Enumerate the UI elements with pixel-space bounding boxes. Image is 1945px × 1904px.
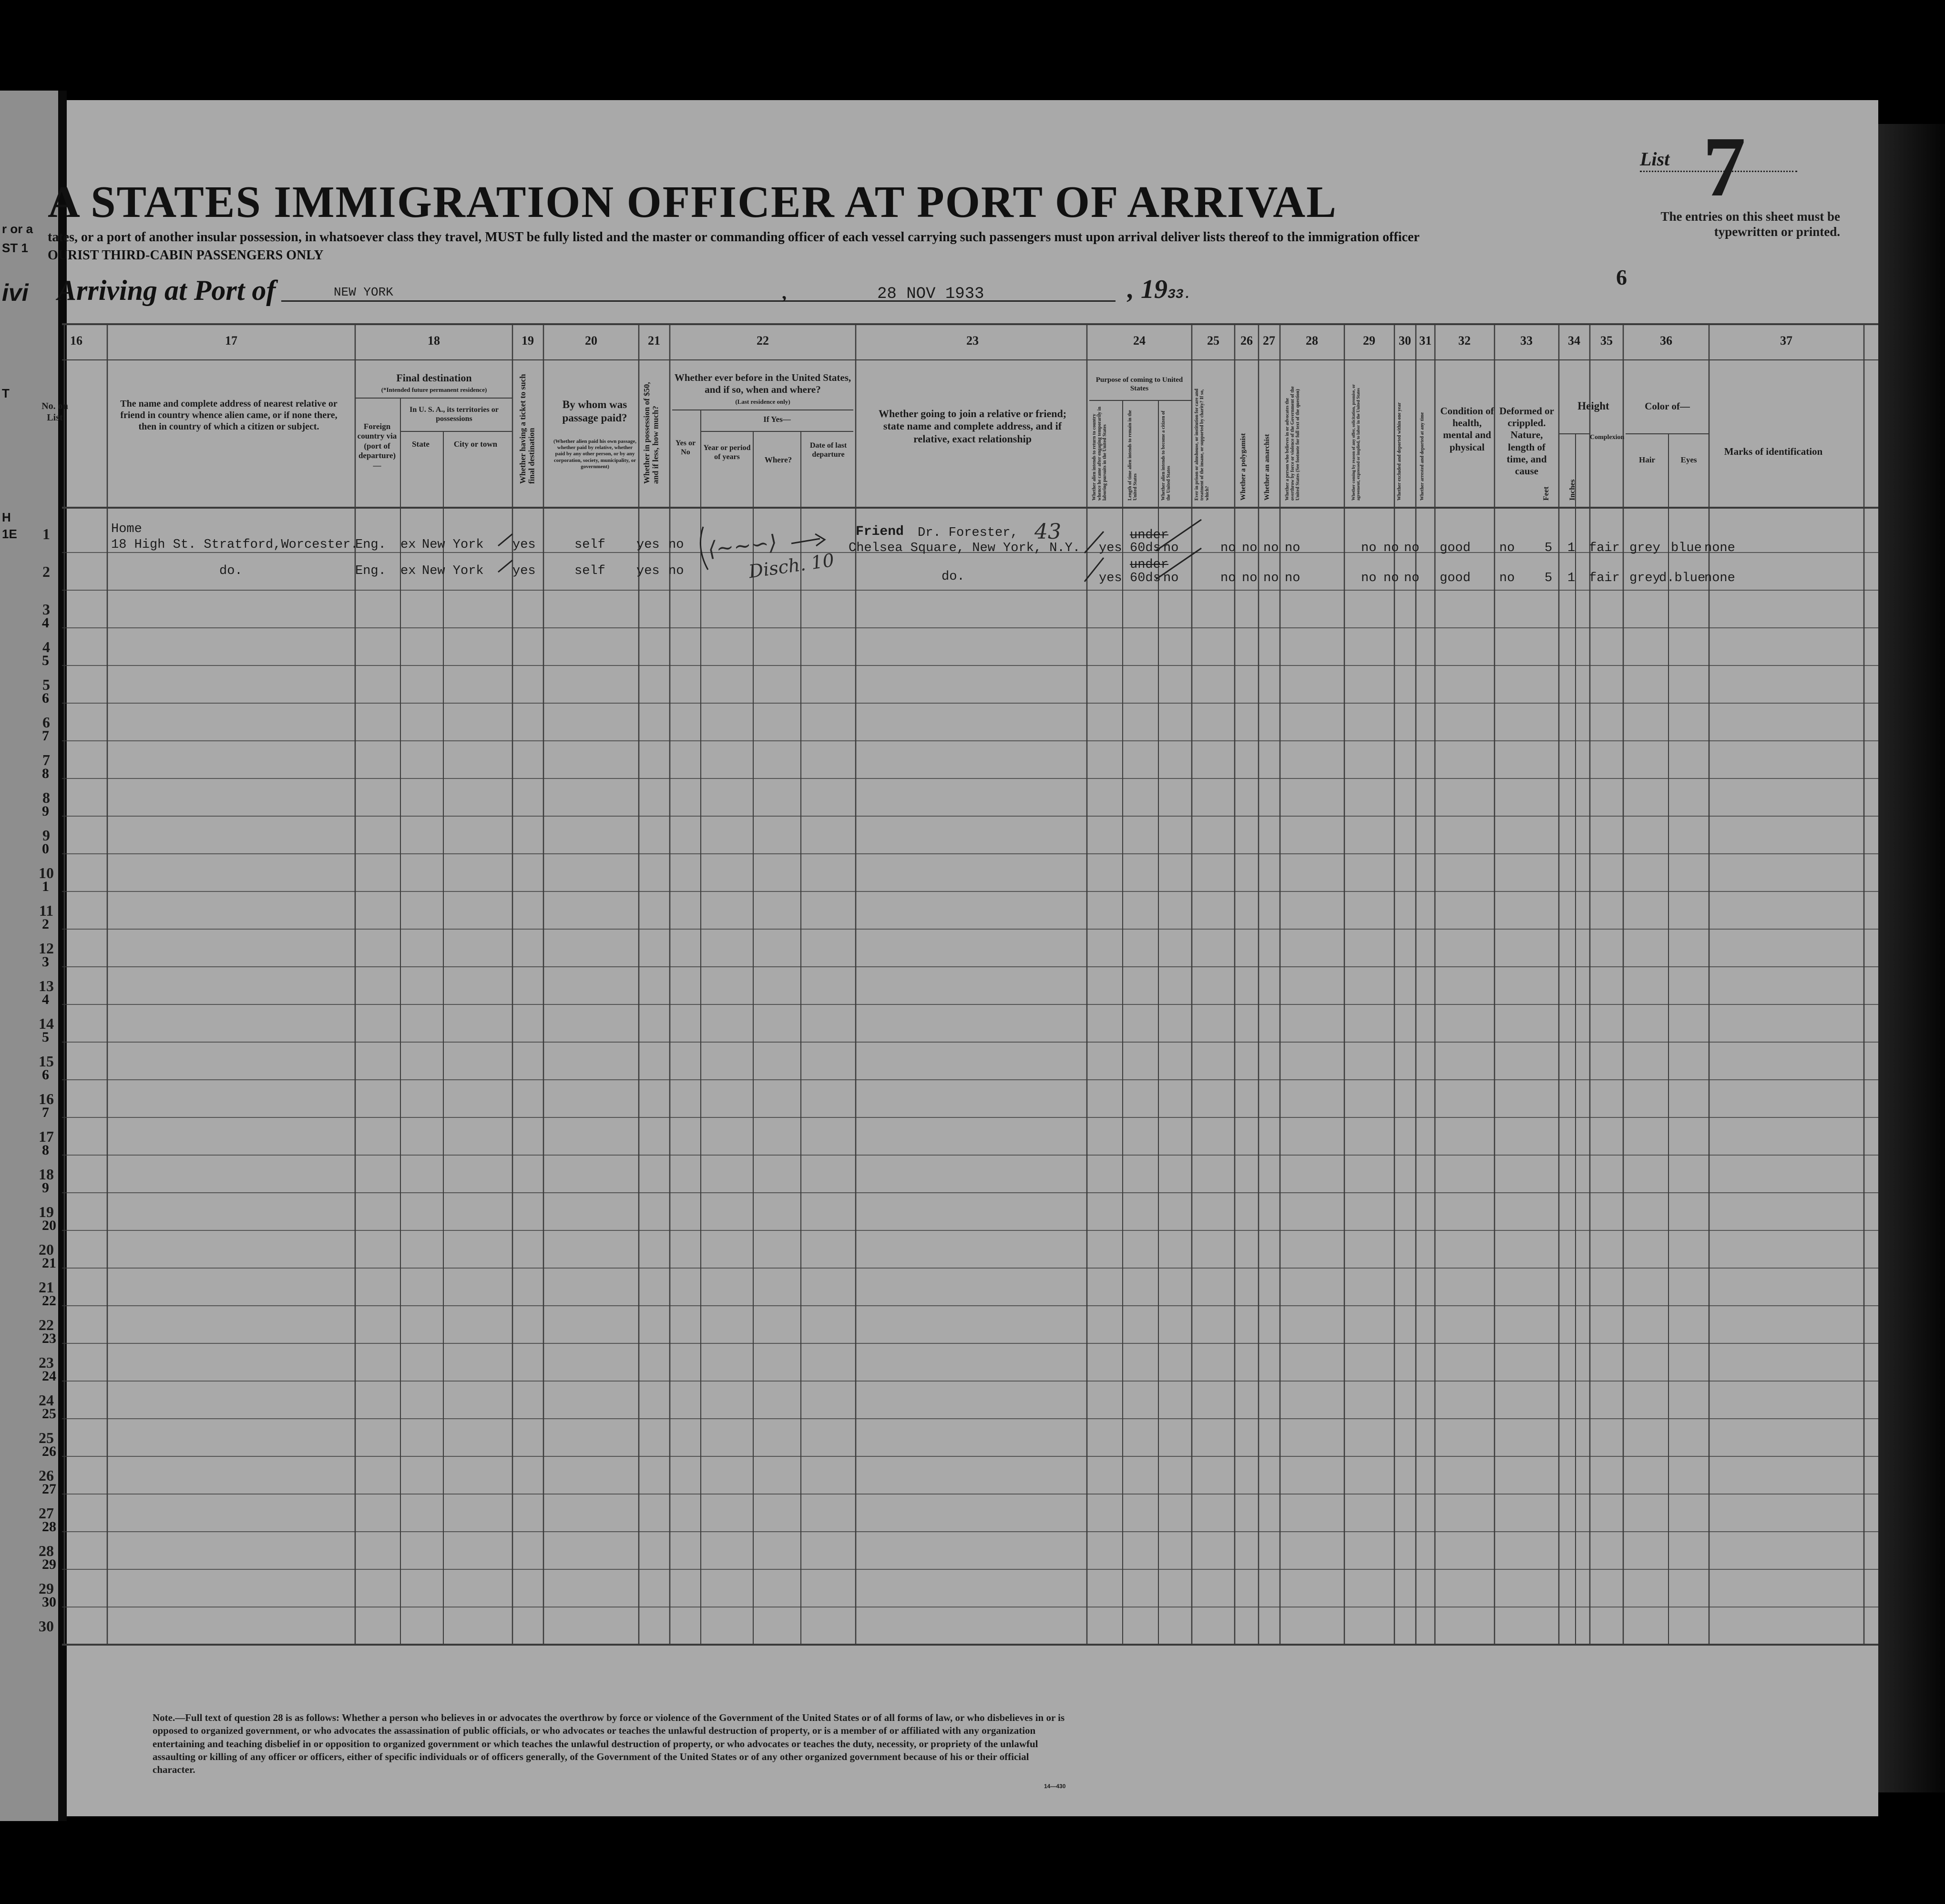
sheet-subtitle: tates, or a port of another insular possession, in whatsoever class they travel, MUST be fully listed and the master or commanding officer of each vessel carrying such passengers must upon arrival deliver lists thereof to the immigration officer xyxy=(48,230,1420,245)
handwritten-arrow xyxy=(791,534,825,546)
row-number: 16 xyxy=(39,1090,54,1107)
prison-value: no xyxy=(1220,541,1236,555)
ticket-value: yes xyxy=(512,564,536,578)
relative-home-label: Home xyxy=(111,522,142,536)
row-number: 22 xyxy=(39,1316,54,1333)
hair-value: grey xyxy=(1629,571,1660,585)
left-page-row-number: 23 xyxy=(42,1331,56,1346)
before-value: no xyxy=(668,538,684,552)
left-page-row-number: 30 xyxy=(42,1594,56,1610)
row-number: 27 xyxy=(39,1505,54,1522)
header-hair: Hair xyxy=(1639,455,1655,464)
citizen-value: no xyxy=(1163,541,1179,555)
column-number: 20 xyxy=(585,334,597,348)
header-final-destination-note: (*Intended future permanent residence) xyxy=(381,386,487,393)
list-number: 7 xyxy=(1703,119,1746,214)
left-page-row-number: 22 xyxy=(42,1293,56,1309)
header-no-on-list: No. on List xyxy=(41,401,68,423)
header-passage-paid: By whom was passage paid? xyxy=(562,399,627,424)
column-number: 26 xyxy=(1240,334,1253,348)
header-yes-no: Yes or No xyxy=(675,439,696,457)
row-number: 19 xyxy=(39,1203,54,1220)
header-money: Whether in possession of $50, and if less, how much? xyxy=(642,382,660,484)
header-q28: Whether a person who believes in or advocates the overthrow by force or violence of the Government of the United States (See footnote for full text of the question) xyxy=(1285,386,1300,501)
marks-value: none xyxy=(1704,541,1735,555)
left-page-row-number: 5 xyxy=(42,653,49,668)
eyes-value: d.blue xyxy=(1659,571,1706,585)
handwritten-scrawl: ⟨~∼∽⟩ xyxy=(706,530,778,562)
deformed-value: no xyxy=(1499,571,1515,585)
header-q30: Whether excluded and deported within one year xyxy=(1397,402,1402,501)
health-value: good xyxy=(1440,571,1471,585)
row-number: 7 xyxy=(42,751,50,768)
check-marks xyxy=(67,100,1878,624)
column-number: 33 xyxy=(1520,334,1533,348)
column-number: 35 xyxy=(1600,334,1613,348)
left-page-mark: H xyxy=(2,510,11,524)
row-number: 1 xyxy=(42,525,50,543)
header-height: Height xyxy=(1577,400,1609,412)
left-page-row-number: 5 xyxy=(42,1029,49,1045)
header-year-period: Year or period of years xyxy=(703,444,751,461)
row-number: 21 xyxy=(39,1279,54,1296)
header-q29: Whether coming by reason of any offer, solicitation, promise, or agreement, expressed or implied, to labor in the United States xyxy=(1351,384,1361,501)
ticket-check-mark xyxy=(498,534,512,572)
row-number: 20 xyxy=(39,1241,54,1258)
header-where: Where? xyxy=(764,455,792,464)
handwritten-note: Disch. 10 xyxy=(747,549,836,583)
header-joining: Whether going to join a relative or friend; state name and complete address, and if relative, exact relationship xyxy=(878,408,1067,445)
row-number: 12 xyxy=(39,940,54,957)
header-if-yes: If Yes— xyxy=(763,415,791,424)
state-value: ex xyxy=(400,564,416,578)
handwritten-number: 43 xyxy=(1034,520,1061,544)
header-eyes: Eyes xyxy=(1680,455,1697,464)
relative-address: 18 High St. Stratford,Worcester. xyxy=(111,538,358,552)
column-number: 28 xyxy=(1306,334,1318,348)
row-number: 15 xyxy=(39,1053,54,1070)
polygamist-value: no xyxy=(1242,541,1258,555)
column-number: 22 xyxy=(757,334,769,348)
column-number: 34 xyxy=(1568,334,1580,348)
header-polygamist: Whether a polygamist xyxy=(1239,433,1247,501)
column-number: 19 xyxy=(522,334,534,348)
money-value: yes xyxy=(636,538,660,552)
left-page-row-number: 25 xyxy=(42,1406,56,1422)
entries-note: The entries on this sheet must be typewritten or printed. xyxy=(1660,209,1840,239)
inches-value: 1 xyxy=(1567,571,1576,585)
left-page-row-number: 4 xyxy=(42,615,49,631)
header-purpose-return: Whether alien intends to return to country whence he came after engaging temporarily in laboring pursuits in the United States xyxy=(1092,407,1107,501)
header-color-of: Color of— xyxy=(1645,400,1690,412)
left-page-row-number: 7 xyxy=(42,1105,49,1120)
q29-value: no xyxy=(1361,571,1377,585)
arriving-label: Arriving at Port of xyxy=(57,275,276,306)
column-number: 18 xyxy=(428,334,440,348)
header-q31: Whether arrested and deported at any time xyxy=(1420,412,1425,501)
left-page-row-number: 28 xyxy=(42,1519,56,1535)
left-page-row-number: 2 xyxy=(42,916,49,932)
deformed-value: no xyxy=(1499,541,1515,555)
left-page-row-number: 1 xyxy=(42,879,49,894)
relative-address: do. xyxy=(219,564,243,578)
city-value: New York xyxy=(422,538,484,552)
left-page-row-number: 27 xyxy=(42,1481,56,1497)
row-number: 14 xyxy=(39,1015,54,1032)
header-condition: Condition of health, mental and physical xyxy=(1440,405,1494,453)
q29-value: no xyxy=(1361,541,1377,555)
left-page-mark: 1E xyxy=(2,527,17,541)
left-page-row-number: 20 xyxy=(42,1218,56,1233)
header-city: City or town xyxy=(453,440,498,449)
row-number: 6 xyxy=(42,714,50,731)
row-number: 24 xyxy=(39,1392,54,1409)
form-number: 14—430 xyxy=(1044,1783,1066,1790)
column-number: 21 xyxy=(648,334,660,348)
eyes-value: blue xyxy=(1671,541,1702,555)
joining-name: Dr. Forester, xyxy=(918,526,1018,540)
passage-paid-value: self xyxy=(574,538,605,552)
return-value: yes xyxy=(1099,571,1122,585)
hair-value: grey xyxy=(1629,541,1660,555)
column-number: 16 xyxy=(70,334,82,348)
left-page-row-number: 3 xyxy=(42,954,49,970)
header-purpose-citizen: Whether alien intends to become a citizen of the United States xyxy=(1161,410,1171,501)
header-prison: Ever in prison or almshouse, or institution for care and treatment of the insane, or supported by charity? If so, which? xyxy=(1194,389,1210,501)
feet-value: 5 xyxy=(1545,541,1553,555)
header-passage-note: (Whether alien paid his own passage, whether paid by relative, whether paid by any other person, or by any corporation, society, municipality, or government) xyxy=(553,439,636,470)
row-number: 13 xyxy=(39,977,54,994)
column-number: 27 xyxy=(1263,334,1275,348)
row-number: 5 xyxy=(42,676,50,693)
header-state: State xyxy=(412,440,430,449)
q28-value: no xyxy=(1285,571,1300,585)
header-in-usa: In U. S. A., its territories or possessions xyxy=(409,406,499,423)
header-last-residence: (Last residence only) xyxy=(735,398,790,405)
joining-address: Chelsea Square, New York, N.Y. xyxy=(849,541,1081,555)
left-page-row-number: 29 xyxy=(42,1556,56,1572)
column-number: 25 xyxy=(1207,334,1219,348)
joining-address: do. xyxy=(942,570,965,584)
foreign-country: Eng. xyxy=(355,538,386,552)
row-number: 29 xyxy=(39,1580,54,1597)
header-purpose-length: Length of time alien intends to remain in the United States xyxy=(1127,410,1138,501)
footnote-question-28: Note.—Full text of question 28 is as follows: Whether a person who believes in or advocates the overthrow by force or violence of the Government of the United States or of all forms of law, or who disbelieves in or is opposed to organized government, or who advocates the assassination of public officials, or who advocates or teaches the unlawful destruction of property, or is a member of or affiliated with any organization entertaining and teaching disbelief in or opposition to organized government or which teaches the unlawful destruction of property, or who advocates or teaches the duty, necessity, or propriety of the unlawful assaulting or killing of any officer or officers, either of specific individuals or of officers generally, of the Government of the United States or of any other organized government because of his or their official character. xyxy=(153,1712,1065,1776)
row-number: 11 xyxy=(39,902,54,919)
left-page-row-number: 4 xyxy=(42,992,49,1007)
row-number: 8 xyxy=(42,789,50,806)
health-value: good xyxy=(1440,541,1471,555)
header-purpose: Purpose of coming to United States xyxy=(1095,376,1183,392)
anarchist-value: no xyxy=(1263,541,1279,555)
header-relative: The name and complete address of nearest relative or friend in country whence alien came, or if none there, then in country of which a citizen or subject. xyxy=(120,399,338,432)
q31-value: no xyxy=(1404,541,1420,555)
marks-value: none xyxy=(1704,571,1735,585)
page-mark: 6 xyxy=(1616,265,1627,289)
sheet-title: A STATES IMMIGRATION OFFICER AT PORT OF ARRIVAL xyxy=(48,177,1337,227)
foreign-country: Eng. xyxy=(355,564,386,578)
column-number: 31 xyxy=(1419,334,1432,348)
left-page-mark: T xyxy=(2,386,10,400)
column-number: 24 xyxy=(1133,334,1146,348)
money-value: yes xyxy=(636,564,660,578)
before-value: no xyxy=(668,564,684,578)
length-struck: under xyxy=(1130,558,1169,572)
feet-value: 5 xyxy=(1545,571,1553,585)
left-page-mark: ivi xyxy=(2,279,29,306)
joining-label: Friend xyxy=(856,524,904,539)
anarchist-value: no xyxy=(1263,571,1279,585)
list-label: List xyxy=(1640,148,1670,170)
ticket-value: yes xyxy=(512,538,536,552)
polygamist-value: no xyxy=(1242,571,1258,585)
row-number: 4 xyxy=(42,638,50,655)
row-number: 30 xyxy=(39,1617,54,1635)
left-page-row-number: 6 xyxy=(42,1067,49,1083)
header-inches: Inches xyxy=(1568,479,1576,501)
length-value: 60ds xyxy=(1130,571,1161,585)
header-deformed: Deformed or crippled. Nature, length of time, and cause xyxy=(1499,405,1554,477)
row-number: 10 xyxy=(39,864,54,881)
length-strike-mark xyxy=(1156,520,1201,579)
row-number: 18 xyxy=(39,1166,54,1183)
citizen-value: no xyxy=(1163,571,1179,585)
q28-value: no xyxy=(1285,541,1300,555)
column-number: 32 xyxy=(1458,334,1471,348)
sheet-subtitle-class: OURIST THIRD-CABIN PASSENGERS ONLY xyxy=(48,248,324,263)
header-date-departure: Date of last departure xyxy=(809,441,847,459)
left-page-row-number: 21 xyxy=(42,1255,56,1271)
left-page-row-number: 0 xyxy=(42,841,49,857)
state-value: ex xyxy=(400,538,416,552)
header-ticket: Whether having a ticket to such final destination xyxy=(518,374,536,484)
handwritten-brace xyxy=(700,527,708,570)
prison-value: no xyxy=(1220,571,1236,585)
complexion-value: fair xyxy=(1589,541,1620,555)
left-page-row-number: 6 xyxy=(42,690,49,706)
row-number: 9 xyxy=(42,827,50,844)
left-page-row-number: 8 xyxy=(42,766,49,781)
passage-paid-value: self xyxy=(574,564,605,578)
header-final-destination: Final destination xyxy=(396,372,472,384)
left-page-row-number: 8 xyxy=(42,1142,49,1158)
row-number: 2 xyxy=(42,563,50,580)
year-value: , 1933. xyxy=(1127,275,1192,304)
city-value: New York xyxy=(422,564,484,578)
row-number: 23 xyxy=(39,1354,54,1371)
row-number: 3 xyxy=(42,601,50,618)
q30-value: no xyxy=(1383,541,1399,555)
column-number: 37 xyxy=(1780,334,1792,348)
left-page-row-number: 24 xyxy=(42,1368,56,1384)
left-page-mark: ST 1 xyxy=(2,241,28,255)
header-marks: Marks of identification xyxy=(1724,446,1823,457)
left-page-row-number: 9 xyxy=(42,803,49,819)
left-page-mark: r or a xyxy=(2,222,33,236)
left-page-row-number: 7 xyxy=(42,728,49,744)
port-value: NEW YORK xyxy=(334,285,393,299)
column-number: 36 xyxy=(1660,334,1672,348)
header-before-in-us: Whether ever before in the United States, and if so, when and where? xyxy=(674,372,851,396)
column-number: 23 xyxy=(966,334,979,348)
date-value: 28 NOV 1933 xyxy=(877,285,984,303)
purpose-check-mark xyxy=(1085,532,1104,582)
q30-value: no xyxy=(1383,571,1399,585)
q31-value: no xyxy=(1404,571,1420,585)
column-number: 17 xyxy=(225,334,237,348)
row-number: 25 xyxy=(39,1429,54,1446)
row-number: 17 xyxy=(39,1128,54,1145)
header-foreign-country: Foreign country via (port of departure)— xyxy=(357,422,397,470)
manifest-sheet xyxy=(39,100,1878,1816)
length-struck: under xyxy=(1130,528,1169,543)
left-page-row-number: 9 xyxy=(42,1180,49,1196)
header-feet: Feet xyxy=(1542,486,1550,501)
column-number: 29 xyxy=(1363,334,1375,348)
column-number: 30 xyxy=(1399,334,1411,348)
inches-value: 1 xyxy=(1567,541,1576,555)
length-value: 60ds xyxy=(1130,541,1161,555)
left-page-row-number: 26 xyxy=(42,1443,56,1459)
binding-gutter xyxy=(58,91,67,1821)
header-complexion: Complexion xyxy=(1590,434,1625,441)
row-number: 28 xyxy=(39,1542,54,1559)
row-number: 26 xyxy=(39,1467,54,1484)
return-value: yes xyxy=(1099,541,1122,555)
header-anarchist: Whether an anarchist xyxy=(1263,434,1271,501)
comma-mark: , xyxy=(782,282,787,303)
complexion-value: fair xyxy=(1589,571,1620,585)
